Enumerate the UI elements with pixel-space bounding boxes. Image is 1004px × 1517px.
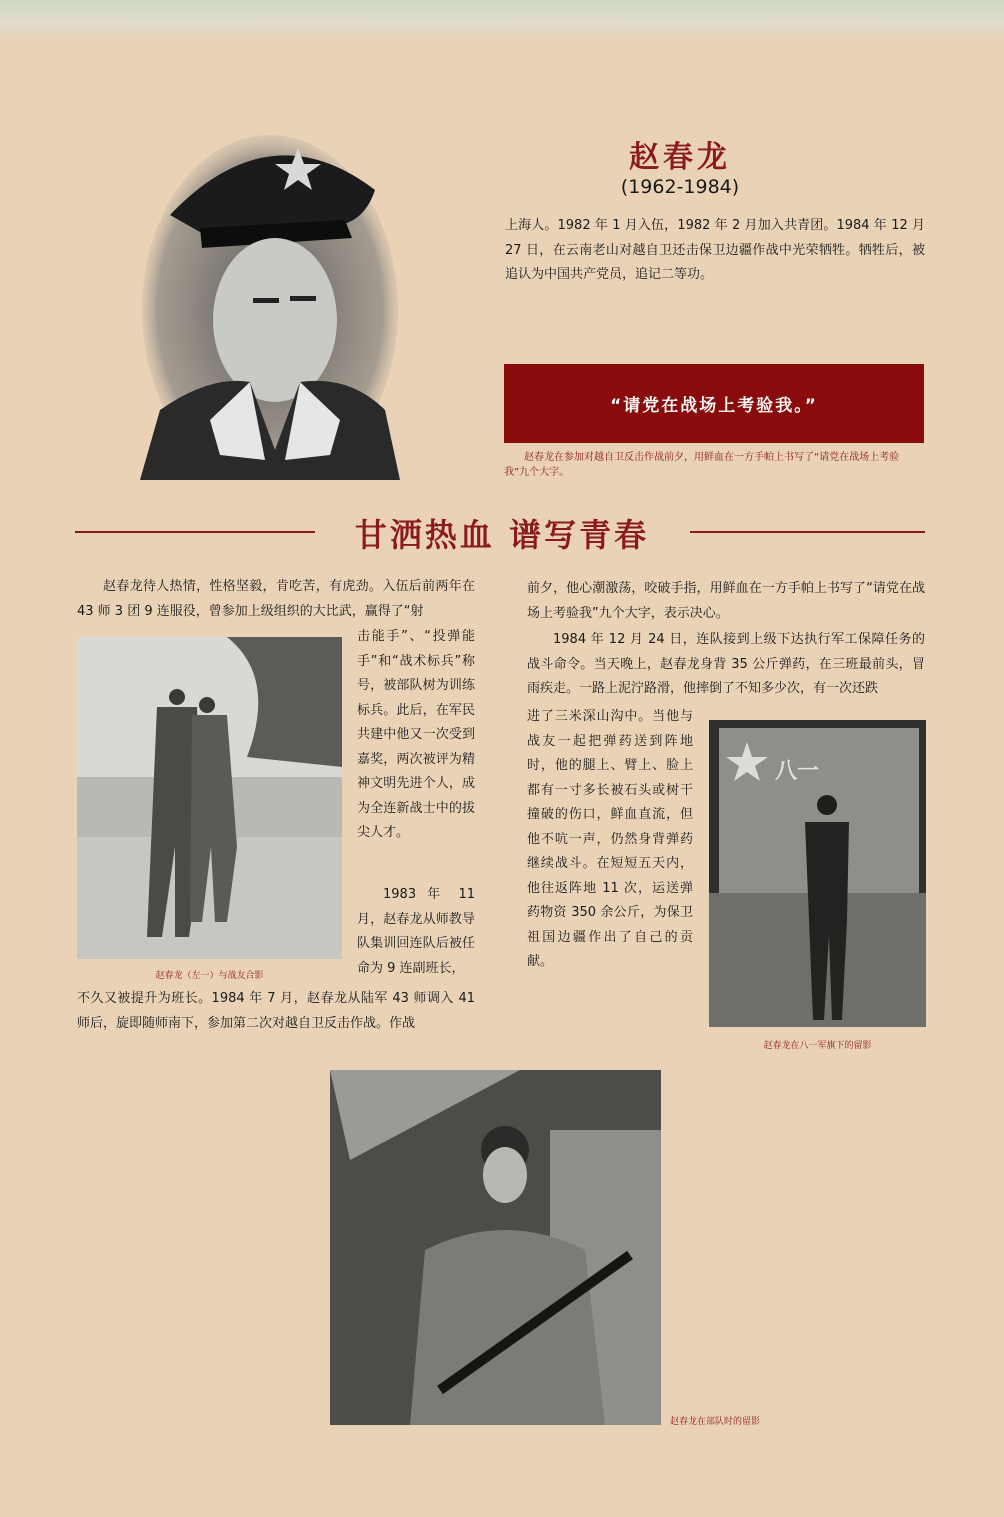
rifle-photo xyxy=(330,1070,661,1425)
portrait-photo xyxy=(140,120,400,480)
section-title: 甘洒热血 谱写青春 xyxy=(354,516,650,554)
left-paragraph-1-wrap: 击能手”、“投弹能手”和“战术标兵”称号，被部队树为训练标兵。此后，在军民共建中他又一次受到嘉奖，两次被评为精神文明先进个人，成为全连新战士中的拔尖人才。 xyxy=(357,629,475,840)
quote-banner xyxy=(504,364,924,443)
right-paragraph-1: 前夕，他心潮激荡，咬破手指，用鲜血在一方手帕上书写了“请党在战场上考验我”九个大字，表示决心。 xyxy=(527,581,925,621)
hero-name: 赵春龙 xyxy=(629,140,731,175)
intro-paragraph: 上海人。1982 年 1 月入伍，1982 年 2 月加入共青团。1984 年 12 月 27 日，在云南老山对越自卫还击保卫边疆作战中光荣牺牲。牺牲后，被追认为中国共产党员，追记二等功。 xyxy=(505,218,925,282)
right-paragraph-2-wrap: 进了三米深山沟中。当他与战友一起把弹药送到阵地时，他的腿上、臂上、脸上都有一寸多长被石头或树干撞破的伤口，鲜血直流，但他不吭一声，仍然身背弹药继续战斗。在短短五天内，他往返阵地 11 次，运送弹药物资 350 余公斤，为保卫祖国边疆作出了自己的贡献。 xyxy=(527,709,693,969)
flag-text: 八一 xyxy=(775,759,820,784)
quote-caption: 赵春龙在参加对越自卫反击作战前夕，用鲜血在一方手帕上书写了“请党在战场上考验我”九个大字。 xyxy=(504,452,900,478)
flag-photo xyxy=(709,720,926,1027)
comrades-photo xyxy=(77,637,342,959)
flag-photo-caption: 赵春龙在八一军旗下的留影 xyxy=(763,1041,872,1051)
left-paragraph-2-bottom: 不久又被提升为班长。1984 年 7 月，赵春龙从陆军 43 师调入 41 师后，旋即随师南下，参加第二次对越自卫反击作战。作战 xyxy=(77,991,475,1031)
top-decorative-band xyxy=(0,0,1004,42)
comrades-photo-caption: 赵春龙（左一）与战友合影 xyxy=(155,971,264,981)
quote-text: “请党在战场上考验我。” xyxy=(610,396,818,416)
rifle-photo-caption: 赵春龙在部队时的留影 xyxy=(670,1417,761,1427)
left-paragraph-2-wrap: 1983 年 11 月，赵春龙从师教导队集训回连队后被任命为 9 连副班长， xyxy=(357,887,475,976)
hero-years: (1962-1984) xyxy=(620,176,740,198)
right-paragraph-2-top: 1984 年 12 月 24 日，连队接到上级下达执行军工保障任务的战斗命令。当天晚上，赵春龙身背 35 公斤弹药，在三班最前头，冒雨疾走。一路上泥泞路滑，他摔倒了不知多少次，有一次还跌 xyxy=(527,632,925,696)
section-rule-left xyxy=(75,531,315,533)
left-paragraph-1-top: 赵春龙待人热情，性格坚毅，肯吃苦，有虎劲。入伍后前两年在 43 师 3 团 9 连服役，曾参加上级组织的大比武，赢得了“射 xyxy=(77,579,475,619)
section-rule-right xyxy=(690,531,925,533)
